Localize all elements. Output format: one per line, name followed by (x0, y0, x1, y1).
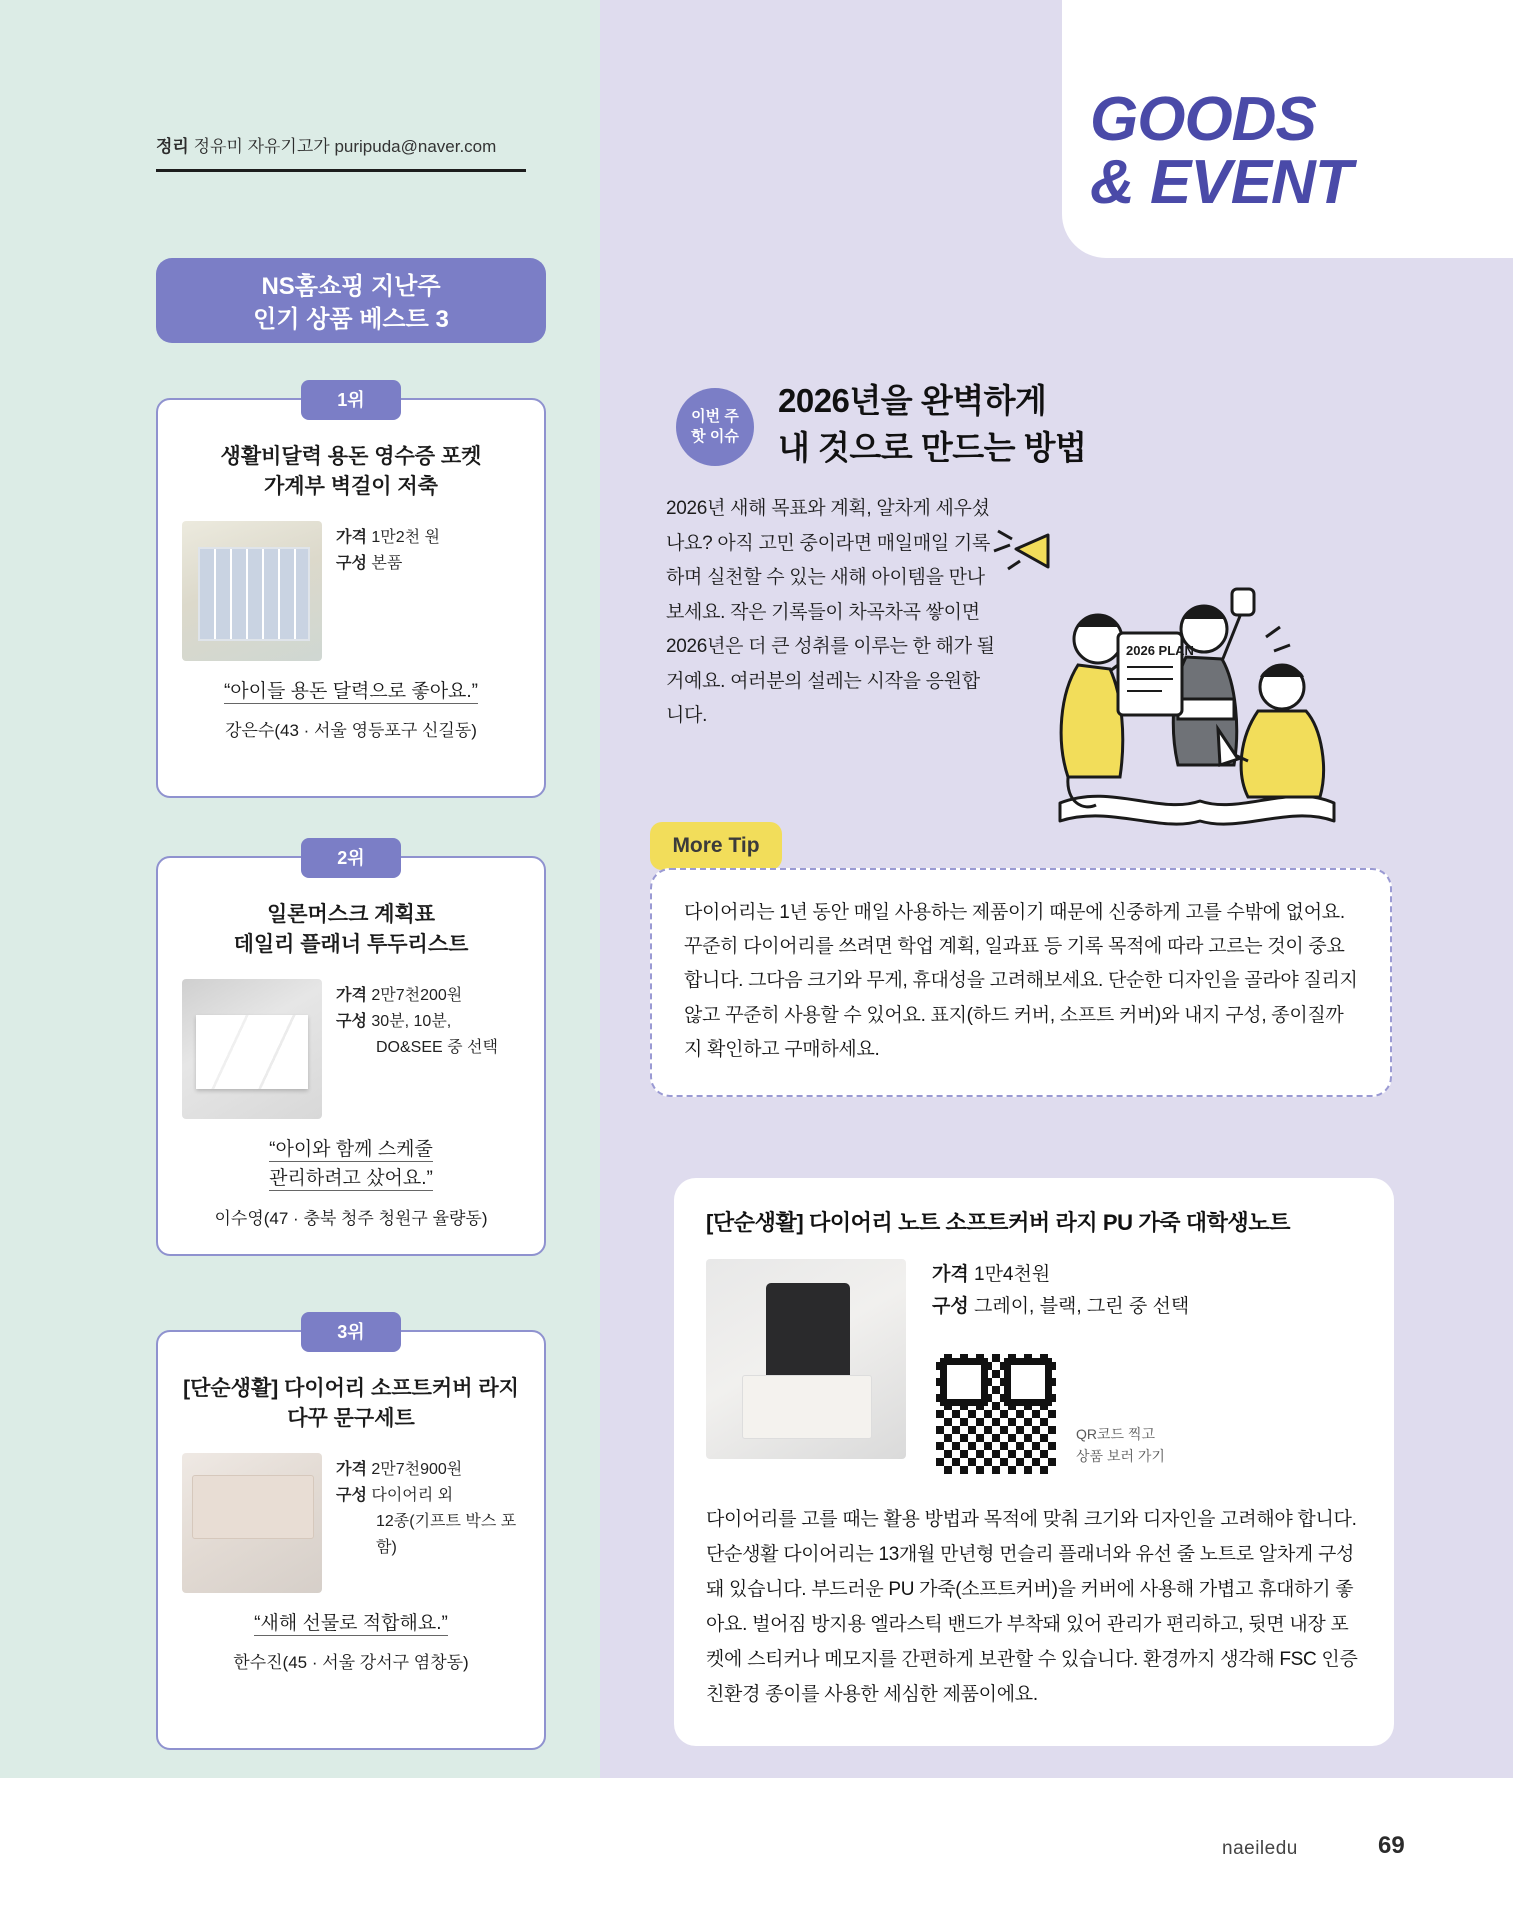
byline-tag: 정리 (156, 137, 189, 156)
featured-price-value: 1만4천원 (974, 1264, 1051, 1285)
feature-title-line-1: 2026년을 완벽하게 (778, 382, 1047, 419)
rank-compose-extra-3: 12종(기프트 박스 포함) (376, 1512, 517, 1556)
rank-title-1 (158, 442, 544, 503)
featured-product-description: 다이어리를 고를 때는 활용 방법과 목적에 맞춰 크기와 디자인을 고려해야 합니다. 단순생활 다이어리는 13개월 만년형 먼슬리 플래너와 유선 줄 노트로 알차게 구성돼 있습니다. 부드러운 PU 가죽(소프트커버)을 커버에 사용해 가볍고 휴대하기 좋아요. 벌어짐 방지용 엘라스틱 밴드가 부착돼 있어 관리가 편리하고, 뒷면 내장 포켓에 스티커나 메모지를 간편하게 보관할 수 있습니다. 환경까지 생각해 FSC 인증 친환경 종이를 사용한 세심한 제품이에요. (706, 1508, 1358, 1706)
rank-quote-2 (158, 1135, 544, 1194)
featured-product-row (706, 1259, 1362, 1478)
product-photo-1 (182, 521, 322, 661)
product-photo-3 (182, 1453, 322, 1593)
more-tip-tab: More Tip (650, 822, 782, 870)
rank-body-1 (158, 503, 544, 661)
people-illustration (990, 515, 1350, 855)
qr-code-icon[interactable] (932, 1350, 1060, 1478)
rank-price-row-2 (336, 983, 498, 1009)
rank-badge-1: 1위 (301, 380, 401, 420)
rank-badge-2: 2위 (301, 838, 401, 878)
ranking-card-2 (156, 848, 546, 1256)
ranking-header-line-1: NS홈쇼핑 지난주 (261, 273, 441, 300)
rank-title-3 (158, 1374, 544, 1435)
rank-title-1-line-2: 가계부 벽걸이 저축 (264, 475, 438, 499)
masthead-line-1: GOODS (1090, 85, 1316, 154)
rank-title-2-line-2: 데일리 플래너 투두리스트 (233, 933, 469, 957)
featured-product-card (674, 1178, 1394, 1746)
rank-price-value-3: 2만7천900원 (371, 1460, 463, 1478)
masthead-line-2: & EVENT (1090, 148, 1352, 218)
ranking-header (156, 258, 546, 343)
hot-issue-badge (676, 388, 754, 466)
magazine-masthead (1090, 85, 1380, 218)
rank-compose-label-3: 구성 (336, 1486, 367, 1504)
ranking-header-line-2: 인기 상품 베스트 3 (253, 306, 449, 334)
rank-quote-2-line-2: 관리하려고 샀어요.” (269, 1168, 433, 1190)
byline (156, 132, 526, 172)
rank-quote-2-line-1: “아이와 함께 스케줄 (269, 1138, 433, 1160)
feature-title (778, 378, 1238, 472)
illustration-plan-label: 2026 PLAN (1126, 643, 1194, 658)
rank-reviewer-1: 강은수(43 · 서울 영등포구 신길동) (225, 721, 477, 741)
product-photo-2 (182, 979, 322, 1119)
footer-page-number: 69 (1378, 1832, 1405, 1859)
rank-reviewer-2: 이수영(47 · 충북 청주 청원구 율량동) (214, 1208, 488, 1228)
rank-price-value-2: 2만7천200원 (371, 986, 463, 1004)
rank-compose-value-2: 30분, 10분, (371, 1012, 452, 1030)
rank-title-1-line-1: 생활비달력 용돈 영수증 포켓 (220, 445, 482, 468)
rank-quote-3-text: “새해 선물로 적합해요.” (254, 1612, 448, 1634)
rank-price-row-1 (336, 525, 440, 551)
hot-issue-badge-line-2: 핫 이슈 (691, 428, 739, 446)
qr-caption-line-1: QR코드 찍고 (1076, 1425, 1155, 1442)
featured-price-row (932, 1259, 1189, 1291)
rank-reviewer-3: 한수진(45 · 서울 강서구 염창동) (233, 1653, 469, 1673)
ranking-card-1 (156, 390, 546, 798)
footer-brand: naeiledu (1222, 1838, 1298, 1859)
rank-quote-1-text: “아이들 용돈 달력으로 좋아요.” (223, 680, 479, 702)
rank-spec-2 (336, 979, 498, 1119)
hot-issue-badge-line-1: 이번 주 (691, 408, 739, 425)
rank-compose-value-3: 다이어리 외 (371, 1486, 454, 1504)
featured-price-label: 가격 (932, 1264, 969, 1285)
rank-compose-row-2 (336, 1009, 498, 1061)
rank-title-3-line-1: [단순생활] 다이어리 소프트커버 라지 (183, 1377, 519, 1400)
rank-compose-label-1: 구성 (336, 554, 367, 572)
rank-spec-3 (336, 1453, 524, 1593)
featured-product-photo (706, 1259, 906, 1459)
rank-compose-row-1 (336, 551, 440, 577)
qr-caption (1076, 1423, 1165, 1478)
rank-price-value-1: 1만2천 원 (371, 528, 440, 546)
more-tip-box: 다이어리는 1년 동안 매일 사용하는 제품이기 때문에 신중하게 고를 수밖에 없어요. 꾸준히 다이어리를 쓰려면 학업 계획, 일과표 등 기록 목적에 따라 고르는 것이 중요합니다. 그다음 크기와 무게, 휴대성을 고려해보세요. 단순한 디자인을 골라야 질리지 않고 꾸준히 사용할 수 있어요. 표지(하드 커버, 소프트 커버)와 내지 구성, 종이질까지 확인하고 구매하세요. (650, 868, 1392, 1097)
rank-body-2 (158, 961, 544, 1119)
rank-spec-1 (336, 521, 440, 661)
rank-badge-3: 3위 (301, 1312, 401, 1352)
rank-title-2 (158, 900, 544, 961)
qr-section (932, 1350, 1189, 1478)
rank-price-label-3: 가격 (336, 1460, 367, 1478)
rank-price-label-2: 가격 (336, 986, 367, 1004)
featured-compose-label: 구성 (932, 1296, 969, 1318)
rank-compose-row-3 (336, 1483, 524, 1561)
ranking-card-3 (156, 1322, 546, 1750)
featured-compose-value: 그레이, 블랙, 그린 중 선택 (974, 1296, 1190, 1318)
rank-price-row-3 (336, 1457, 524, 1483)
rank-compose-value-1: 본품 (371, 554, 403, 572)
rank-compose-label-2: 구성 (336, 1012, 367, 1030)
feature-title-line-2: 내 것으로 만드는 방법 (778, 428, 1087, 466)
rank-price-label-1: 가격 (336, 528, 367, 546)
rank-body-3 (158, 1435, 544, 1593)
feature-body-text: 2026년 새해 목표와 계획, 알차게 세우셨나요? 아직 고민 중이라면 매일매일 기록하며 실천할 수 있는 새해 아이템을 만나보세요. 작은 기록들이 차곡차곡 쌓이면 2026년은 더 큰 성취를 이루는 한 해가 될 거예요. 여러분의 설레는 시작을 응원합니다. (666, 498, 995, 727)
featured-product-title: [단순생활] 다이어리 노트 소프트커버 라지 PU 가죽 대학생노트 (706, 1210, 1291, 1235)
featured-product-spec (932, 1259, 1189, 1478)
rank-title-2-line-1: 일론머스크 계획표 (266, 903, 436, 926)
rank-title-3-line-2: 다꾸 문구세트 (287, 1407, 415, 1431)
rank-quote-1 (158, 677, 544, 706)
rank-quote-3 (158, 1609, 544, 1638)
featured-compose-row (932, 1291, 1189, 1323)
byline-email: puripuda@naver.com (334, 137, 497, 156)
rank-compose-extra-2: DO&SEE 중 선택 (376, 1038, 498, 1056)
qr-caption-line-2: 상품 보러 가기 (1076, 1448, 1165, 1465)
byline-author: 정유미 자유기고가 (193, 137, 330, 156)
